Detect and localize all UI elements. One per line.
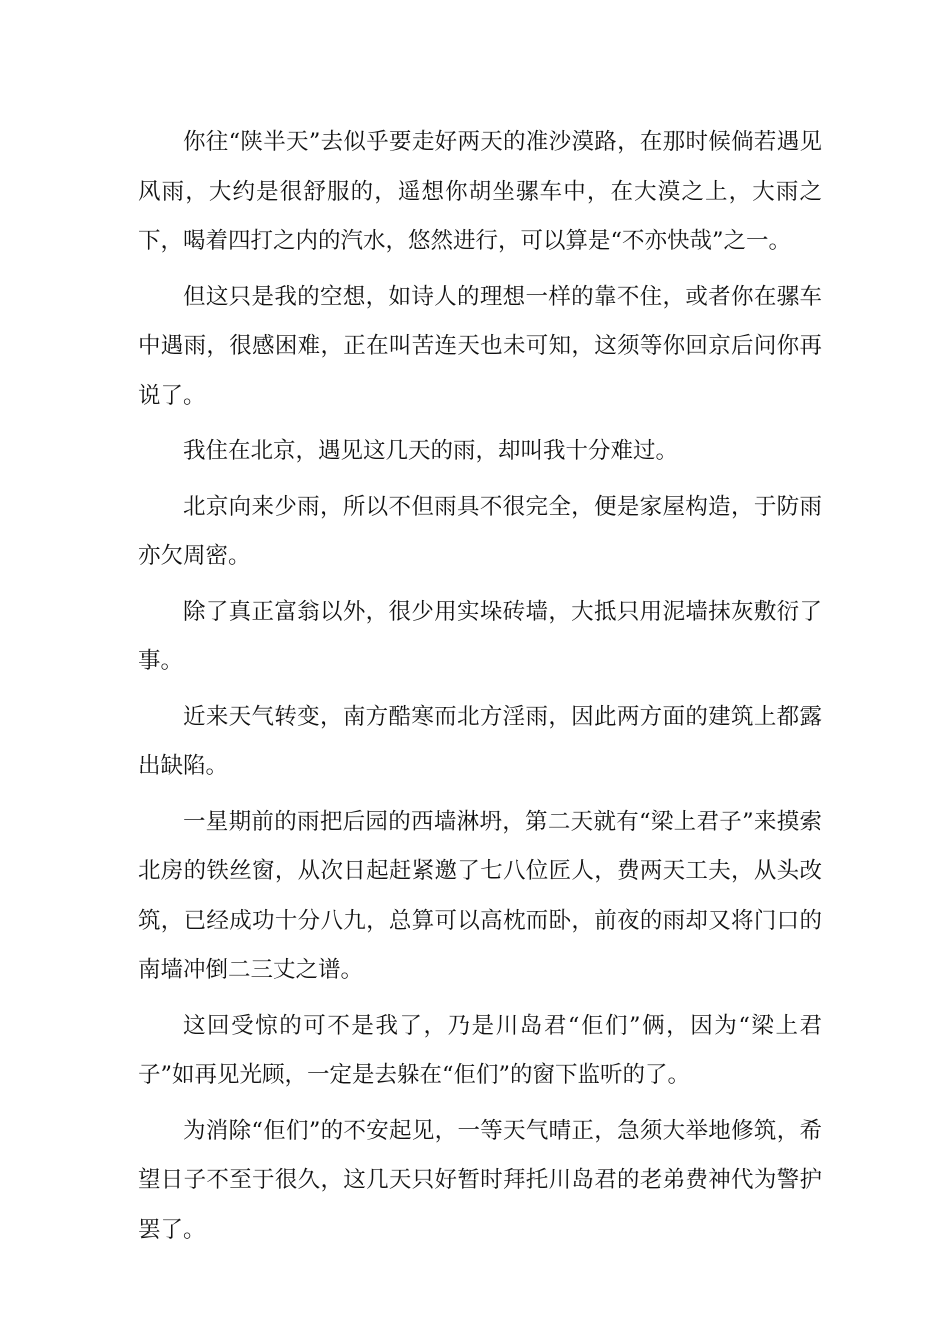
paragraph-5: 除了真正富翁以外，很少用实垛砖墙，大抵只用泥墙抹灰敷衍了事。 [138, 598, 822, 674]
paragraph-8: 这回受惊的可不是我了，乃是川岛君“佢们”俩，因为“梁上君子”如再见光顾，一定是去躲在“佢们”的窗下监听的了。 [138, 1012, 822, 1088]
paragraph-7: 一星期前的雨把后园的西墙淋坍，第二天就有“梁上君子”来摸索北房的铁丝窗，从次日起赶紧邀了七八位匠人，费两天工夫，从头改筑，已经成功十分八九，总算可以高枕而卧，前夜的雨却又将门口的南墙冲倒二三丈之谱。 [138, 808, 822, 983]
paragraph-4: 北京向来少雨，所以不但雨具不很完全，便是家屋构造，于防雨亦欠周密。 [138, 493, 822, 569]
paragraph-9: 为消除“佢们”的不安起见，一等天气晴正，急须大举地修筑，希望日子不至于很久，这几天只好暂时拜托川岛君的老弟费神代为警护罢了。 [138, 1117, 822, 1243]
paragraph-6: 近来天气转变，南方酷寒而北方淫雨，因此两方面的建筑上都露出缺陷。 [138, 703, 822, 779]
document-body [138, 118, 822, 1261]
paragraph-1: 你往“陕半天”去似乎要走好两天的准沙漠路，在那时候倘若遇见风雨，大约是很舒服的，遥想你胡坐骡车中，在大漠之上，大雨之下，喝着四打之内的汽水，悠然进行，可以算是“不亦快哉”之一。 [138, 129, 822, 254]
paragraph-2: 但这只是我的空想，如诗人的理想一样的靠不住，或者你在骡车中遇雨，很感困难，正在叫苦连天也未可知，这须等你回京后问你再说了。 [138, 283, 822, 409]
paragraph-3: 我住在北京，遇见这几天的雨，却叫我十分难过。 [183, 438, 679, 464]
